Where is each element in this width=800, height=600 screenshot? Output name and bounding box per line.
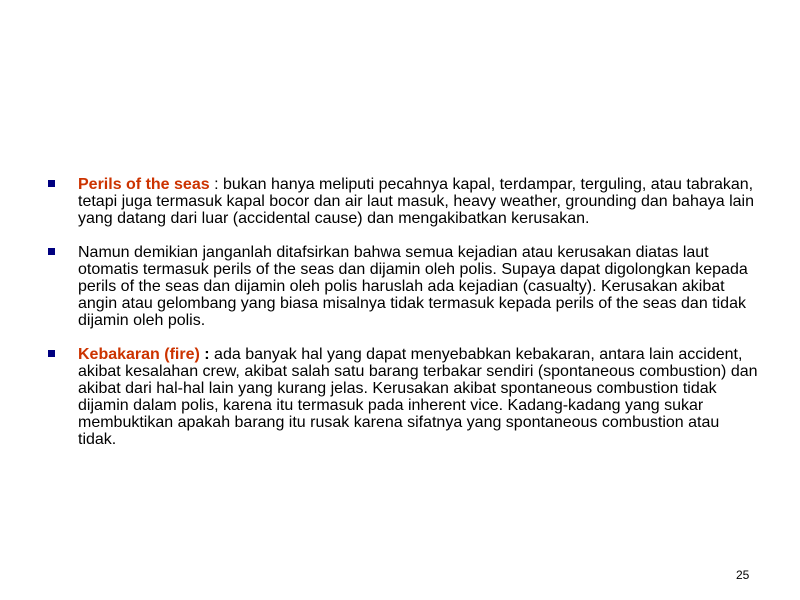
bullet-separator: : xyxy=(199,346,215,363)
bullet-kebakaran xyxy=(45,346,760,448)
bullet-perils-of-the-seas xyxy=(45,176,760,227)
bullet-text: ada banyak hal yang dapat menyebabkan kebakaran, antara lain accident, akibat kesalahan crew, akibat salah satu barang terbakar sendiri (spontaneous combustion) dan akibat dari hal-hal lain yang kurang jelas. Kerusakan akibat spontaneous combustion tidak dijamin dalam polis, karena itu termasuk pada inherent vice. Kadang-kadang yang sukar membuktikan apakah barang itu rusak karena sifatnya yang spontaneous combustion atau tidak. xyxy=(78,346,758,448)
slide-bullet-list xyxy=(45,176,760,465)
square-bullet-icon xyxy=(48,180,55,187)
bullet-separator: : xyxy=(209,176,223,193)
bullet-term: Kebakaran (fire) xyxy=(78,346,200,363)
page-number: 25 xyxy=(736,568,750,582)
bullet-term: Perils of the seas xyxy=(78,176,210,193)
bullet-text: bukan hanya meliputi pecahnya kapal, terdampar, terguling, atau tabrakan, tetapi juga termasuk kapal bocor dan air laut masuk, heavy weather, grounding dan bahaya lain yang datang dari luar (accidental cause) dan mengakibatkan kerusakan. xyxy=(78,176,754,227)
square-bullet-icon xyxy=(48,350,55,357)
bullet-namun-demikian xyxy=(45,244,760,329)
bullet-text: Namun demikian janganlah ditafsirkan bahwa semua kejadian atau kerusakan diatas laut otomatis termasuk perils of the seas dan dijamin oleh polis. Supaya dapat digolongkan kepada perils of the seas dan dijamin oleh polis haruslah ada kejadian (casualty). Kerusakan akibat angin atau gelombang yang biasa misalnya tidak termasuk kepada perils of the seas dan tidak dijamin oleh polis. xyxy=(78,244,748,329)
square-bullet-icon xyxy=(48,248,55,255)
